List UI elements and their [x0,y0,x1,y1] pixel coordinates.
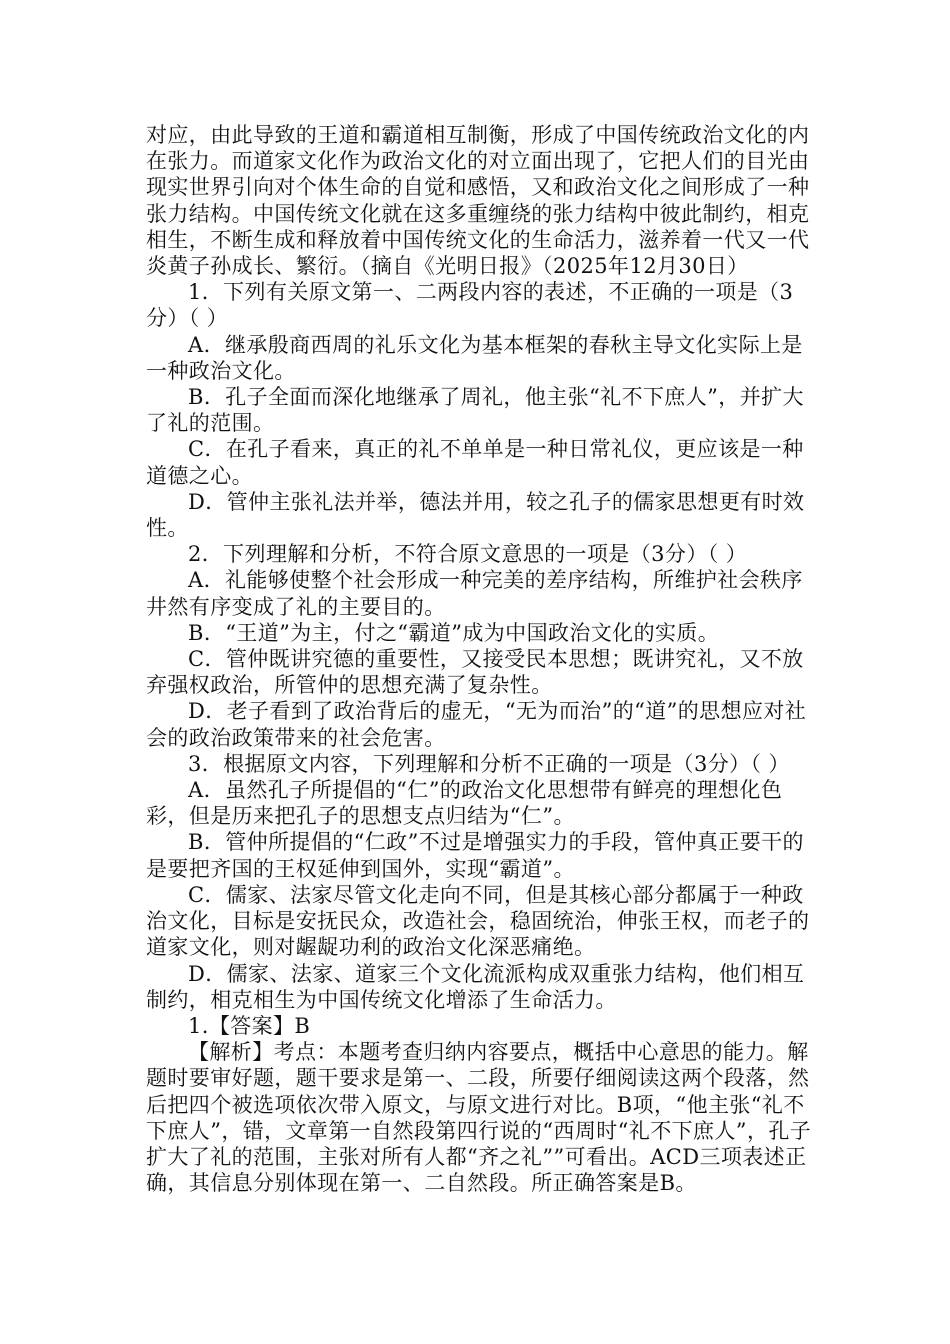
passage-paragraph: 对应，由此导致的王道和霸道相互制衡，形成了中国传统政治文化的内在张力。而道家文化作为政治文化的对立面出现了，它把人们的目光由现实世界引向对个体生命的自觉和感悟，又和政治文化之间形成了一种张力结构。中国传统文化就在这多重缠绕的张力结构中彼此制约，相克相生，不断生成和释放着中国传统文化的生命活力，滋养着一代又一代炎黄子孙成长、繁衍。（摘自《光明日报》（2025年12月30日） [146,123,810,279]
question-2-option-a: A．礼能够使整个社会形成一种完美的差序结构，所维护社会秩序井然有序变成了礼的主要目的。 [146,568,803,619]
question-1-option-d: D．管仲主张礼法并举，德法并用，较之孔子的儒家思想更有时效性。 [146,489,805,541]
answer-line: 1.【答案】B [188,1013,311,1038]
question-3-option-d: D．儒家、法家、道家三个文化流派构成双重张力结构，他们相互制约，相克相生为中国传统文化增添了生命活力。 [146,961,805,1012]
question-1-option-c: C．在孔子看来，真正的礼不单单是一种日常礼仪，更应该是一种道德之心。 [146,437,804,488]
question-2-stem: 2．下列理解和分析，不符合原文意思的一项是（3分）（ ） [188,542,748,567]
document-page [146,122,814,1196]
question-1-option-b: B．孔子全面而深化地继承了周礼，他主张“礼不下庶人”，并扩大了礼的范围。 [146,385,804,436]
question-3-option-a: A．虽然孔子所提倡的“仁”的政治文化思想带有鲜亮的理想化色彩，但是历来把孔子的思想支点归结为“仁”。 [146,778,783,829]
question-3-stem: 3．根据原文内容，下列理解和分析不正确的一项是（3分）（ ） [188,751,790,776]
question-2-option-c: C．管仲既讲究德的重要性，又接受民本思想；既讲究礼，又不放弃强权政治，所管仲的思想充满了复杂性。 [146,647,804,698]
question-2-option-d: D．老子看到了政治背后的虚无，“无为而治”的“道”的思想应对社会的政治政策带来的社会危害。 [146,699,807,750]
question-1-option-a: A．继承殷商西周的礼乐文化为基本框架的春秋主导文化实际上是一种政治文化。 [146,332,803,383]
question-2-option-b: B．“王道”为主，付之“霸道”成为中国政治文化的实质。 [188,620,720,645]
question-3-option-c: C．儒家、法家尽管文化走向不同，但是其核心部分都属于一种政治文化，目标是安抚民众，改造社会，稳固统治，伸张王权，而老子的道家文化，则对龌龊功利的政治文化深恶痛绝。 [146,882,810,960]
answer-analysis: 【解析】考点：本题考查归纳内容要点，概括中心意思的能力。解题时要审好题，题干要求是第一、二段，所要仔细阅读这两个段落，然后把四个被选项依次带入原文，与原文进行对比。B项，“他主张“礼不下庶人”，错，文章第一自然段第四行说的“西周时“礼不下庶人”，孔子扩大了礼的范围，主张对所有人都“齐之礼””可看出。ACD三项表述正确，其信息分别体现在第一、二自然段。所正确答案是B。 [146,1040,812,1196]
question-3-option-b: B．管仲所提倡的“仁政”不过是增强实力的手段，管仲真正要干的是要把齐国的王权延伸到国外，实现“霸道”。 [146,830,804,881]
question-1-stem: 1．下列有关原文第一、二两段内容的表述，不正确的一项是（3分）（ ） [146,280,794,331]
